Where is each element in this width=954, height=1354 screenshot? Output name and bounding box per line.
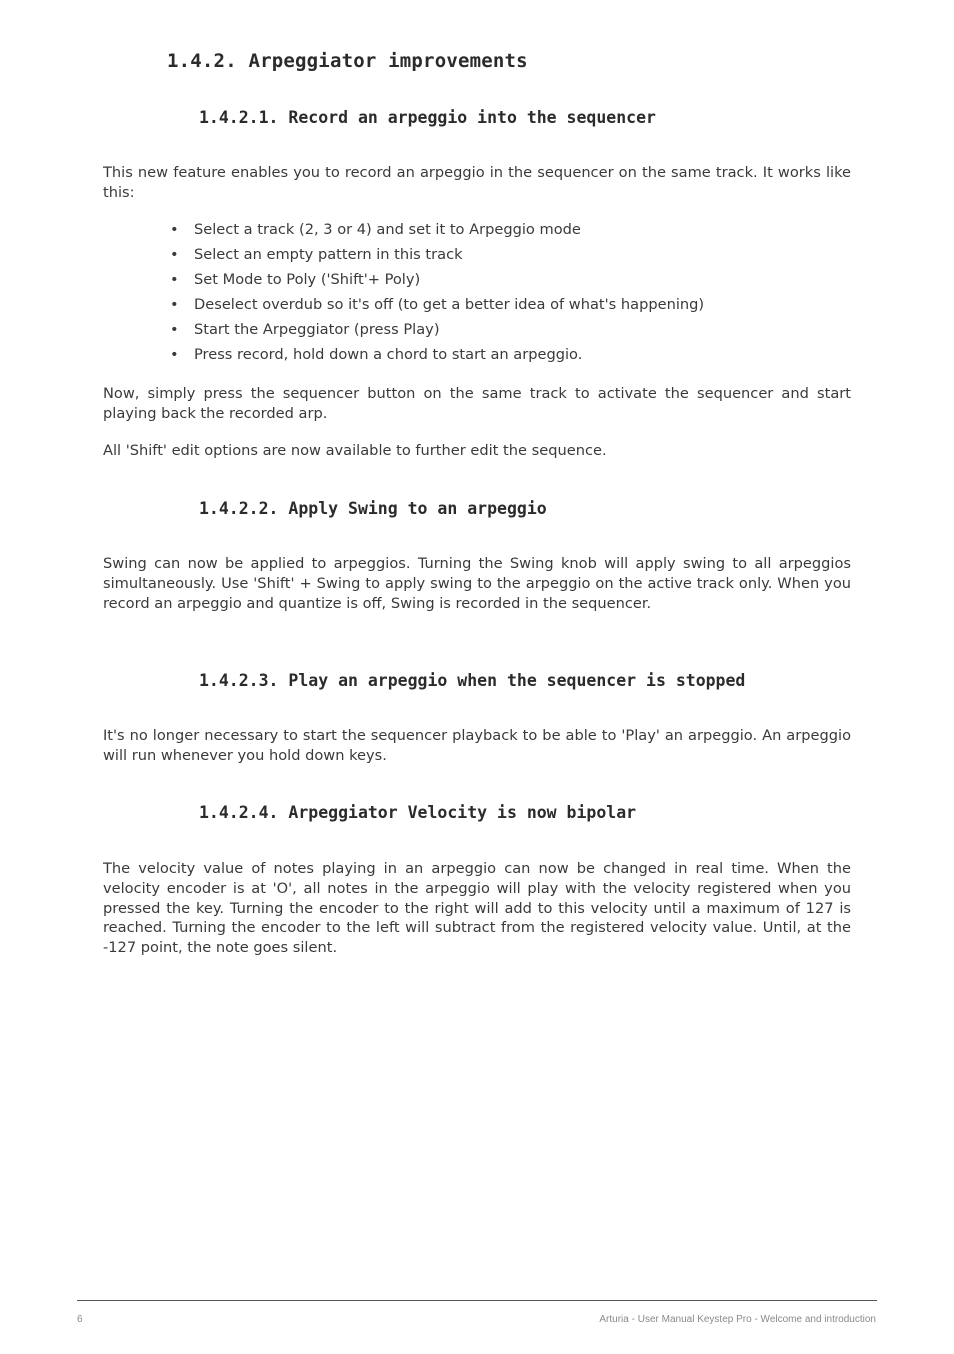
bullet-icon: • — [170, 346, 179, 363]
record-intro-paragraph: This new feature enables you to record an arpeggio in the sequencer on the same track. It works like this: — [103, 164, 851, 201]
footer-document-title: Arturia - User Manual Keystep Pro - Welcome and introduction — [599, 1314, 876, 1325]
bullet-icon: • — [170, 246, 179, 263]
list-item: • Select a track (2, 3 or 4) and set it to Arpeggio mode — [170, 221, 581, 238]
subsection-heading-velocity: 1.4.2.4. Arpeggiator Velocity is now bipolar — [199, 803, 637, 822]
record-paragraph-3: All 'Shift' edit options are now available to further edit the sequence. — [103, 442, 607, 459]
play-stopped-paragraph: It's no longer necessary to start the sequencer playback to be able to 'Play' an arpeggio. An arpeggio will run whenever you hold down keys. — [103, 727, 851, 764]
subsection-heading-swing: 1.4.2.2. Apply Swing to an arpeggio — [199, 499, 547, 518]
subsection-heading-record: 1.4.2.1. Record an arpeggio into the sequencer — [199, 108, 656, 127]
record-steps-list — [170, 220, 704, 370]
page-number: 6 — [77, 1314, 83, 1325]
bullet-icon: • — [170, 296, 179, 313]
list-item: • Start the Arpeggiator (press Play) — [170, 321, 440, 338]
record-paragraph-2: Now, simply press the sequencer button on the same track to activate the sequencer and start playing back the recorded arp. — [103, 385, 851, 422]
list-item: • Press record, hold down a chord to start an arpeggio. — [170, 346, 583, 363]
swing-paragraph: Swing can now be applied to arpeggios. Turning the Swing knob will apply swing to all arpeggios simultaneously. Use 'Shift' + Swing to apply swing to the arpeggio on the active track only. When you record an arpeggio and quantize is off, Swing is recorded in the sequencer. — [103, 555, 851, 612]
section-heading: 1.4.2. Arpeggiator improvements — [167, 50, 528, 72]
bullet-icon: • — [170, 221, 179, 238]
list-item: • Select an empty pattern in this track — [170, 246, 463, 263]
list-item: • Set Mode to Poly ('Shift'+ Poly) — [170, 271, 421, 288]
footer-divider — [77, 1300, 877, 1301]
bullet-icon: • — [170, 321, 179, 338]
list-item: • Deselect overdub so it's off (to get a better idea of what's happening) — [170, 296, 705, 313]
subsection-heading-play-stopped: 1.4.2.3. Play an arpeggio when the sequencer is stopped — [199, 671, 746, 690]
bullet-icon: • — [170, 271, 179, 288]
velocity-paragraph: The velocity value of notes playing in an arpeggio can now be changed in real time. When the velocity encoder is at 'O', all notes in the arpeggio will play with the velocity registered when you pressed the key. Turning the encoder to the right will add to this velocity until a maximum of 127 is reached. Turning the encoder to the left will subtract from the registered velocity value. Until, at the -127 point, the note goes silent. — [103, 860, 851, 957]
